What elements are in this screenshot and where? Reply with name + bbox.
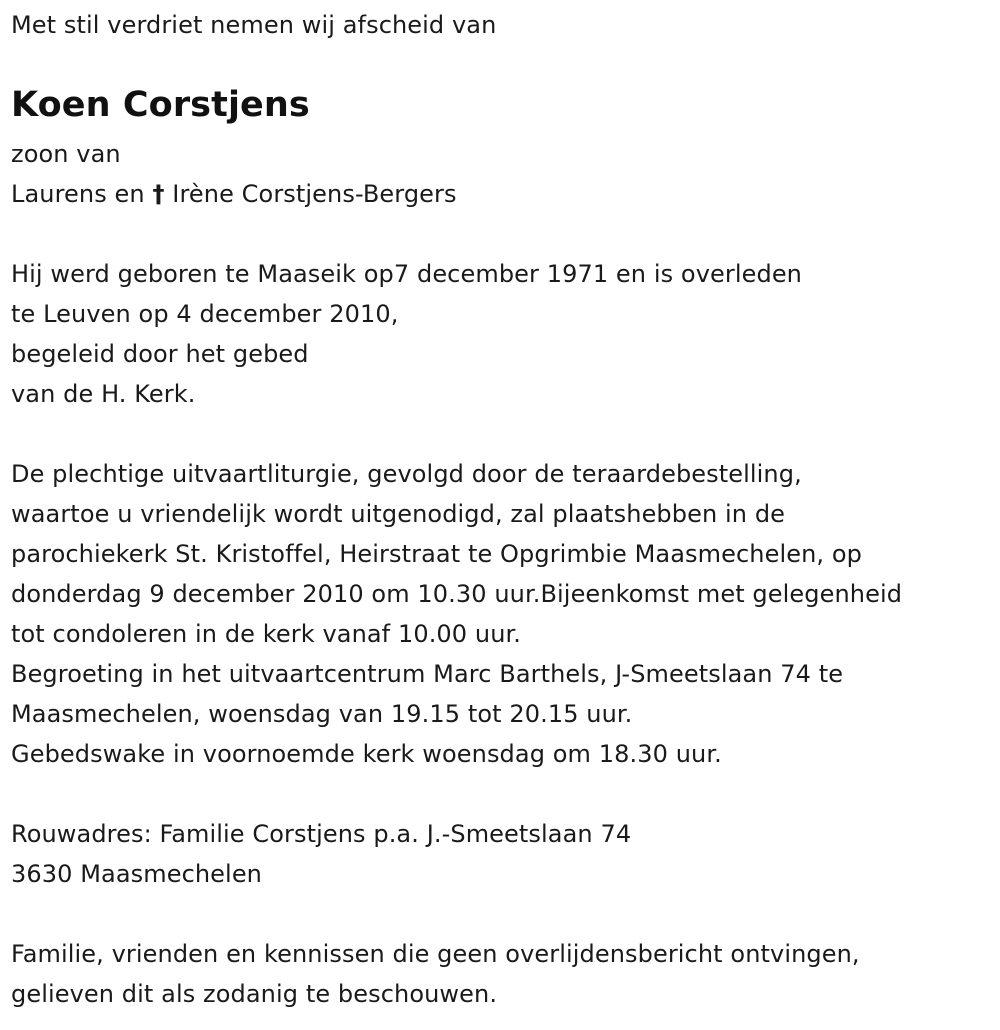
parents-block bbox=[11, 134, 457, 214]
intro-text: Met stil verdriet nemen wij afscheid van bbox=[11, 11, 497, 39]
parents-line bbox=[11, 174, 457, 214]
parents-father: Laurens en bbox=[11, 180, 153, 208]
funeral-line: Maasmechelen, woensdag van 19.15 tot 20.15 uur. bbox=[11, 700, 633, 728]
funeral-line: tot condoleren in de kerk vanaf 10.00 uur. bbox=[11, 620, 522, 648]
birth-death-line: Hij werd geboren te Maaseik op7 december 1971 en is overleden bbox=[11, 260, 802, 288]
address-block bbox=[11, 814, 631, 894]
funeral-line: parochiekerk St. Kristoffel, Heirstraat te Opgrimbie Maasmechelen, op bbox=[11, 540, 862, 568]
deceased-name: Koen Corstjens bbox=[11, 85, 310, 125]
closing-block bbox=[11, 934, 860, 1014]
birth-death-line: begeleid door het gebed bbox=[11, 340, 309, 368]
closing-line: Familie, vrienden en kennissen die geen overlijdensbericht ontvingen, bbox=[11, 940, 860, 968]
funeral-line: De plechtige uitvaartliturgie, gevolgd door de teraardebestelling, bbox=[11, 460, 802, 488]
birth-death-block bbox=[11, 254, 802, 414]
funeral-line: Gebedswake in voornoemde kerk woensdag om 18.30 uur. bbox=[11, 740, 722, 768]
funeral-block bbox=[11, 454, 902, 774]
relation-text: zoon van bbox=[11, 140, 121, 168]
address-line: 3630 Maasmechelen bbox=[11, 860, 262, 888]
cross-icon: † bbox=[152, 180, 165, 208]
funeral-line: waartoe u vriendelijk wordt uitgenodigd, zal plaatshebben in de bbox=[11, 500, 786, 528]
funeral-line: Begroeting in het uitvaartcentrum Marc Barthels, J-Smeetslaan 74 te bbox=[11, 660, 844, 688]
birth-death-line: te Leuven op 4 december 2010, bbox=[11, 300, 399, 328]
birth-death-line: van de H. Kerk. bbox=[11, 380, 196, 408]
address-line: Rouwadres: Familie Corstjens p.a. J.-Smeetslaan 74 bbox=[11, 820, 632, 848]
parents-mother: Irène Corstjens-Bergers bbox=[164, 180, 457, 208]
closing-line: gelieven dit als zodanig te beschouwen. bbox=[11, 980, 498, 1008]
funeral-line: donderdag 9 december 2010 om 10.30 uur.Bijeenkomst met gelegenheid bbox=[11, 580, 903, 608]
